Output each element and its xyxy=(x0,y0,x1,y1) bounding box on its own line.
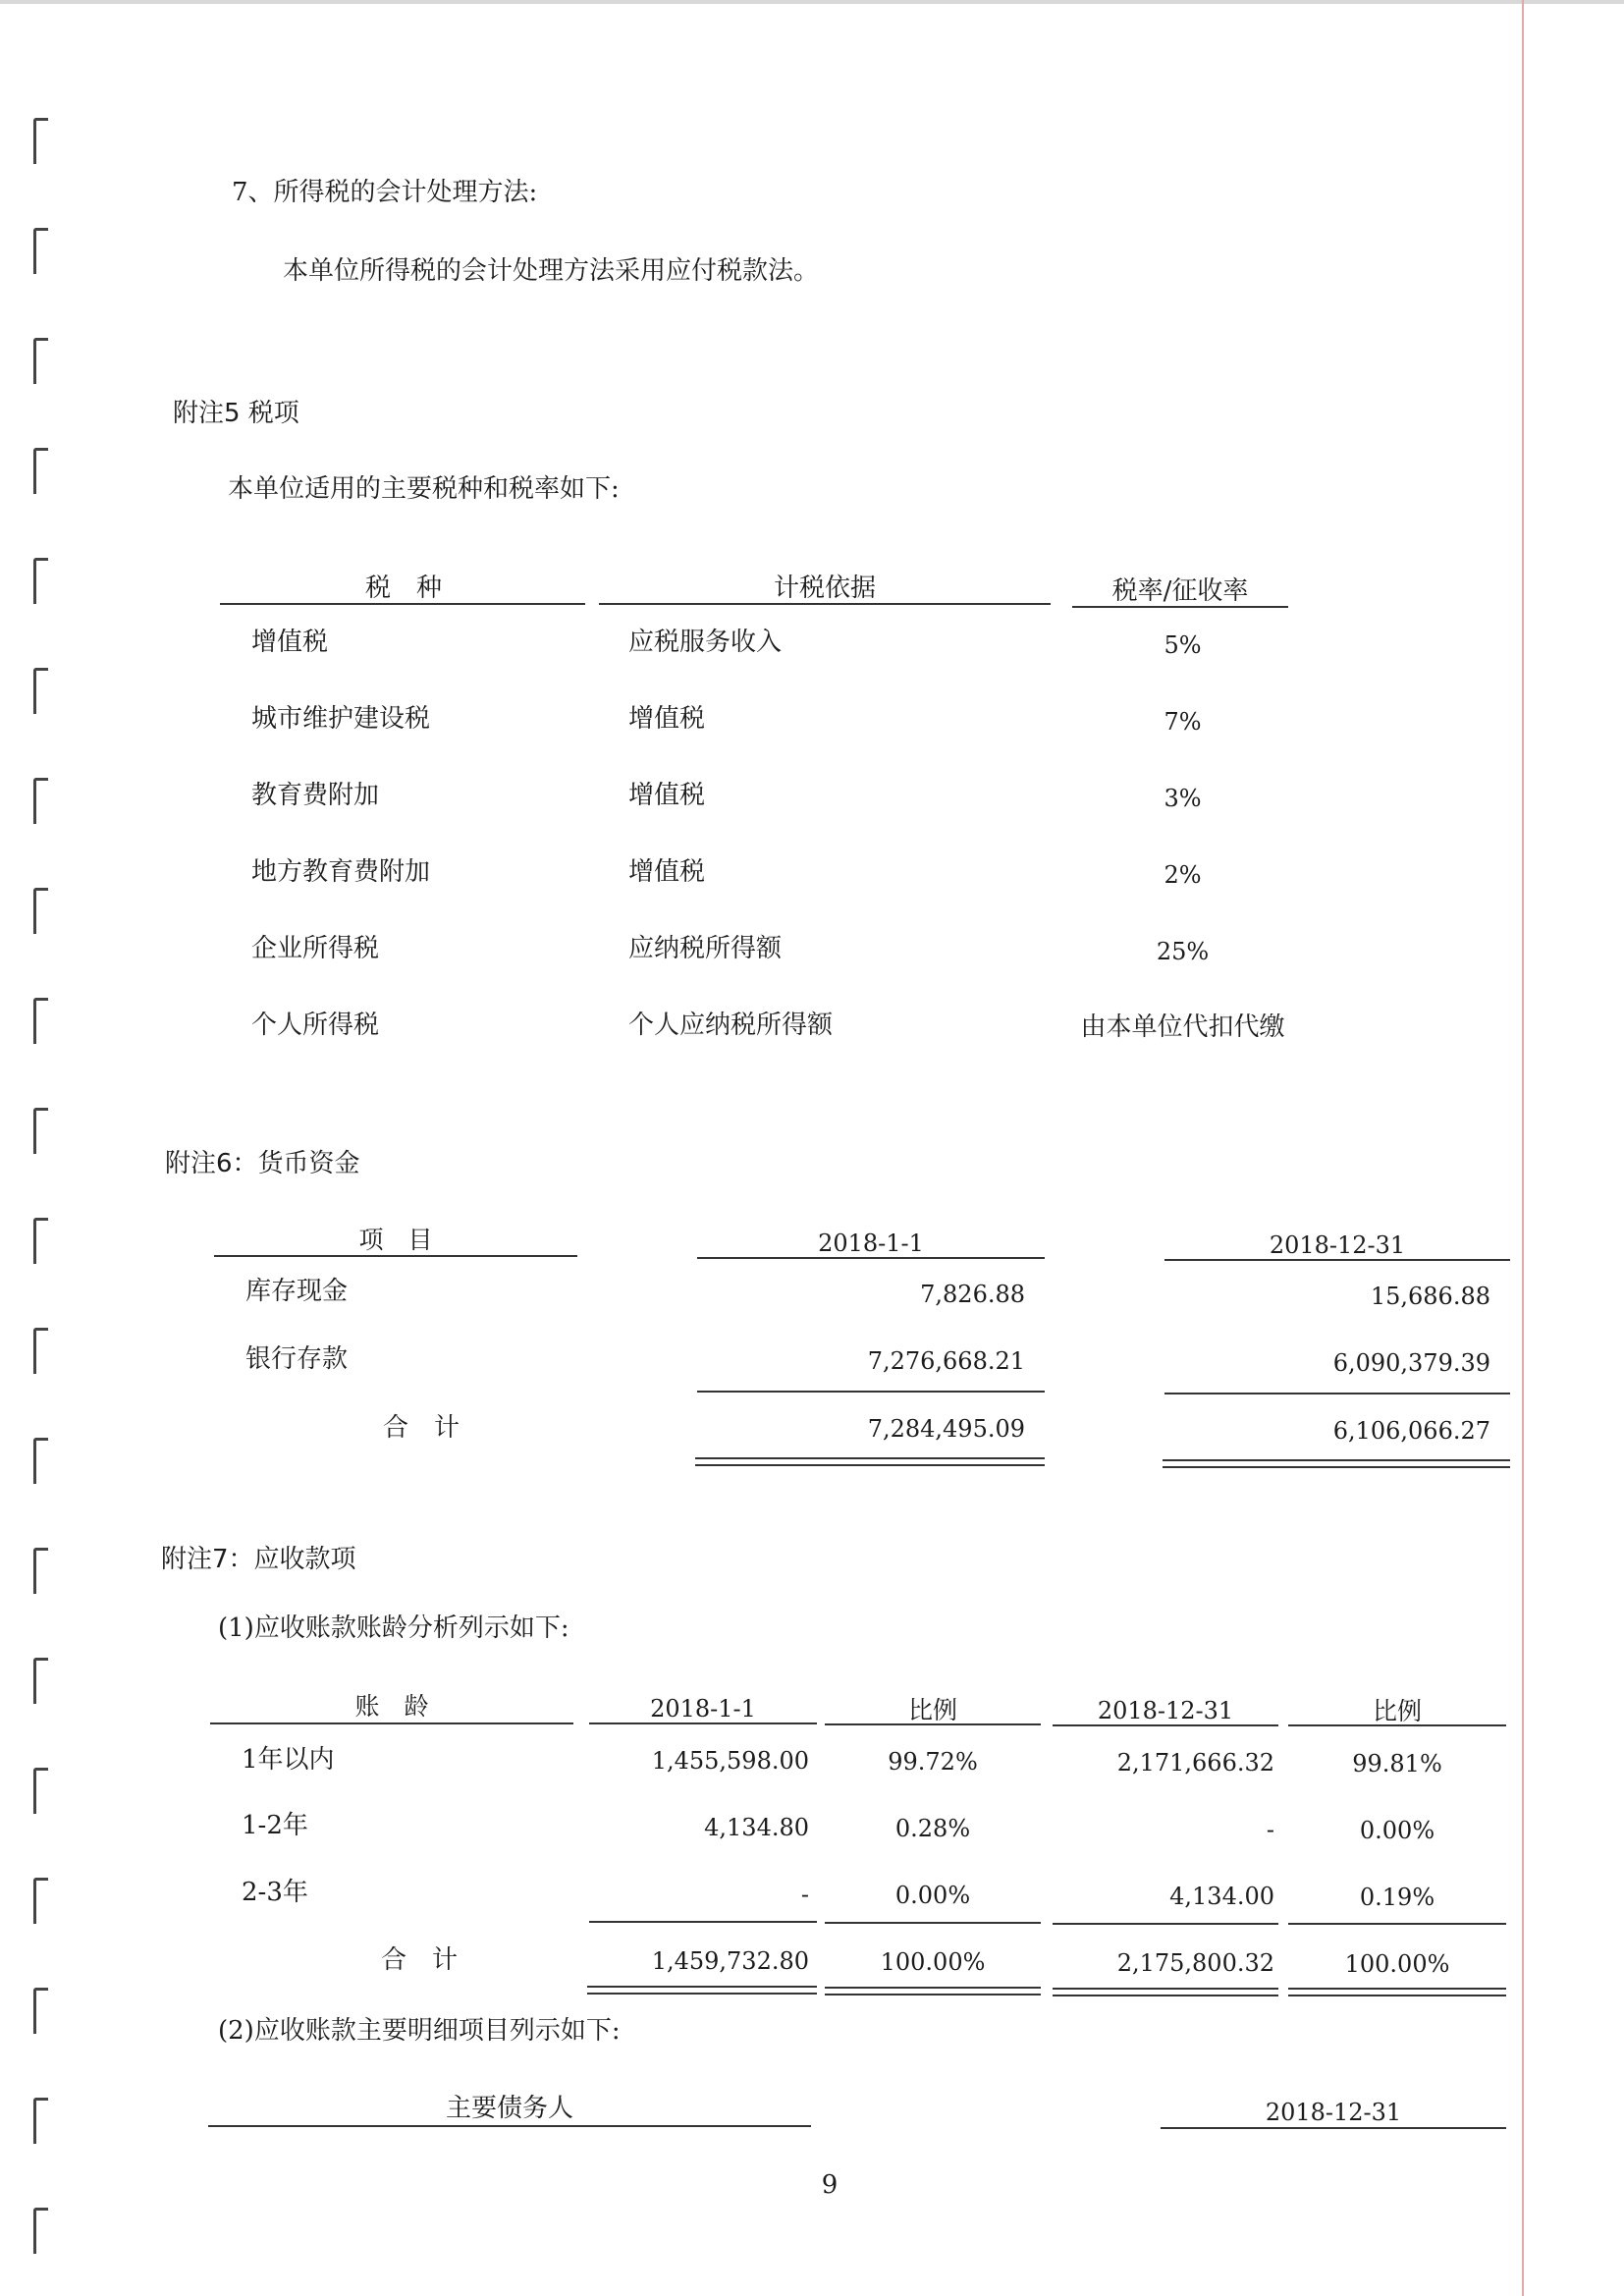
cash-header-end: 2018-12-31 xyxy=(1269,1231,1406,1259)
aging-header-underline xyxy=(1288,1724,1506,1726)
debtor-header-name: 主要债务人 xyxy=(445,2094,573,2123)
aging-header-start-pct: 比例 xyxy=(907,1696,957,1724)
note7-sub2: (2)应收账款主要明细项目列示如下: xyxy=(218,2016,621,2046)
aging-header-end-pct: 比例 xyxy=(1372,1697,1422,1725)
cash-row-start: 7,276,668.21 xyxy=(867,1347,1025,1375)
tax-row-name: 城市维护建设税 xyxy=(251,704,431,734)
cash-row-item: 银行存款 xyxy=(245,1344,349,1374)
debtor-header-underline xyxy=(1161,2127,1506,2129)
cash-total-double-line xyxy=(1163,1459,1510,1468)
cash-header-underline xyxy=(1164,1259,1510,1261)
aging-header-underline xyxy=(589,1722,817,1724)
tax-row-name: 教育费附加 xyxy=(251,781,380,810)
tax-row-basis: 增值税 xyxy=(628,704,706,734)
cash-total-end: 6,106,066.27 xyxy=(1332,1417,1490,1445)
cash-header-underline xyxy=(697,1257,1045,1259)
tax-header-underline xyxy=(1072,606,1288,608)
tax-row-rate: 5% xyxy=(1164,631,1202,659)
tax-row-rate: 25% xyxy=(1156,938,1210,965)
tax-header-basis: 计税依据 xyxy=(773,574,876,603)
tax-row-rate: 3% xyxy=(1164,785,1202,812)
aging-row-start: 4,134.80 xyxy=(704,1814,809,1841)
aging-total-double-line xyxy=(1288,1988,1506,1996)
cash-total-label: 合 计 xyxy=(383,1413,460,1443)
scan-top-edge xyxy=(0,0,1624,4)
aging-subtotal-line xyxy=(589,1921,817,1923)
aging-total-double-line xyxy=(587,1986,817,1995)
tax-row-basis: 应纳税所得额 xyxy=(628,934,783,963)
tax-row-basis: 增值税 xyxy=(628,781,706,810)
aging-row-start-pct: 0.00% xyxy=(894,1882,971,1909)
aging-row-end: 4,134.00 xyxy=(1169,1883,1274,1910)
aging-header-age: 账 龄 xyxy=(354,1692,429,1721)
aging-row-age: 2-3年 xyxy=(242,1878,308,1907)
aging-header-end: 2018-12-31 xyxy=(1097,1697,1234,1724)
tax-row-rate: 2% xyxy=(1164,861,1202,889)
page-number: 9 xyxy=(821,2170,839,2200)
cash-header-start: 2018-1-1 xyxy=(818,1230,924,1257)
note7-heading: 附注7：应收款项 xyxy=(161,1545,356,1574)
aging-row-age: 1-2年 xyxy=(242,1811,308,1840)
aging-row-end-pct: 0.00% xyxy=(1359,1817,1435,1844)
cash-row-end: 15,686.88 xyxy=(1370,1283,1490,1310)
tax-row-name: 地方教育费附加 xyxy=(251,857,431,887)
aging-total-label: 合 计 xyxy=(381,1945,459,1975)
tax-header-rate: 税率/征收率 xyxy=(1111,576,1249,606)
cash-subtotal-line xyxy=(1164,1393,1510,1394)
aging-subtotal-line xyxy=(1288,1923,1506,1925)
aging-row-end: 2,171,666.32 xyxy=(1116,1749,1274,1777)
section-7-heading: 7、所得税的会计处理方法: xyxy=(232,178,538,207)
aging-total-end-pct: 100.00% xyxy=(1344,1950,1450,1978)
aging-total-start: 1,459,732.80 xyxy=(651,1947,809,1975)
tax-row-rate: 由本单位代扣代缴 xyxy=(1080,1012,1285,1042)
cash-row-start: 7,826.88 xyxy=(920,1281,1025,1308)
aging-row-age: 1年以内 xyxy=(242,1745,335,1775)
tax-header-underline xyxy=(220,603,585,605)
tax-row-name: 增值税 xyxy=(251,628,329,657)
cash-total-double-line xyxy=(695,1457,1045,1466)
aging-total-start-pct: 100.00% xyxy=(880,1948,986,1976)
tax-row-basis: 增值税 xyxy=(628,857,706,887)
note7-sub1: (1)应收账款账龄分析列示如下: xyxy=(218,1613,569,1643)
cash-subtotal-line xyxy=(697,1391,1045,1393)
tax-header-underline xyxy=(599,603,1051,605)
page-margin-line xyxy=(1522,0,1524,2296)
aging-row-end-pct: 0.19% xyxy=(1359,1884,1435,1911)
aging-row-start: - xyxy=(800,1881,809,1908)
cash-header-underline xyxy=(214,1255,577,1257)
aging-header-underline xyxy=(210,1722,573,1724)
note6-heading: 附注6：货币资金 xyxy=(165,1149,360,1178)
debtor-header-date: 2018-12-31 xyxy=(1265,2099,1402,2126)
section-7-text: 本单位所得税的会计处理方法采用应付税款法。 xyxy=(283,256,820,286)
tax-row-basis: 应税服务收入 xyxy=(628,628,783,657)
aging-row-end-pct: 99.81% xyxy=(1352,1750,1442,1777)
tax-row-name: 个人所得税 xyxy=(251,1011,380,1040)
aging-row-start-pct: 0.28% xyxy=(894,1815,971,1842)
aging-header-underline xyxy=(1053,1724,1278,1726)
cash-row-end: 6,090,379.39 xyxy=(1332,1349,1490,1377)
tax-row-name: 企业所得税 xyxy=(251,934,380,963)
debtor-header-underline xyxy=(208,2125,811,2127)
aging-total-double-line xyxy=(1053,1988,1278,1996)
aging-header-start: 2018-1-1 xyxy=(650,1695,756,1722)
aging-header-underline xyxy=(825,1723,1041,1725)
tax-row-rate: 7% xyxy=(1164,708,1202,736)
note5-intro: 本单位适用的主要税种和税率如下: xyxy=(228,474,620,504)
tax-row-basis: 个人应纳税所得额 xyxy=(628,1011,834,1040)
tax-header-type: 税 种 xyxy=(364,574,442,603)
cash-total-start: 7,284,495.09 xyxy=(867,1415,1025,1443)
aging-subtotal-line xyxy=(1053,1923,1278,1925)
aging-total-end: 2,175,800.32 xyxy=(1116,1949,1274,1977)
aging-row-end: - xyxy=(1266,1816,1274,1843)
aging-total-double-line xyxy=(825,1987,1041,1995)
aging-row-start: 1,455,598.00 xyxy=(651,1747,809,1775)
cash-header-item: 项 目 xyxy=(358,1226,433,1254)
cash-row-item: 库存现金 xyxy=(245,1277,349,1306)
note5-heading: 附注5 税项 xyxy=(173,399,299,428)
aging-subtotal-line xyxy=(825,1922,1041,1924)
aging-row-start-pct: 99.72% xyxy=(888,1748,978,1776)
